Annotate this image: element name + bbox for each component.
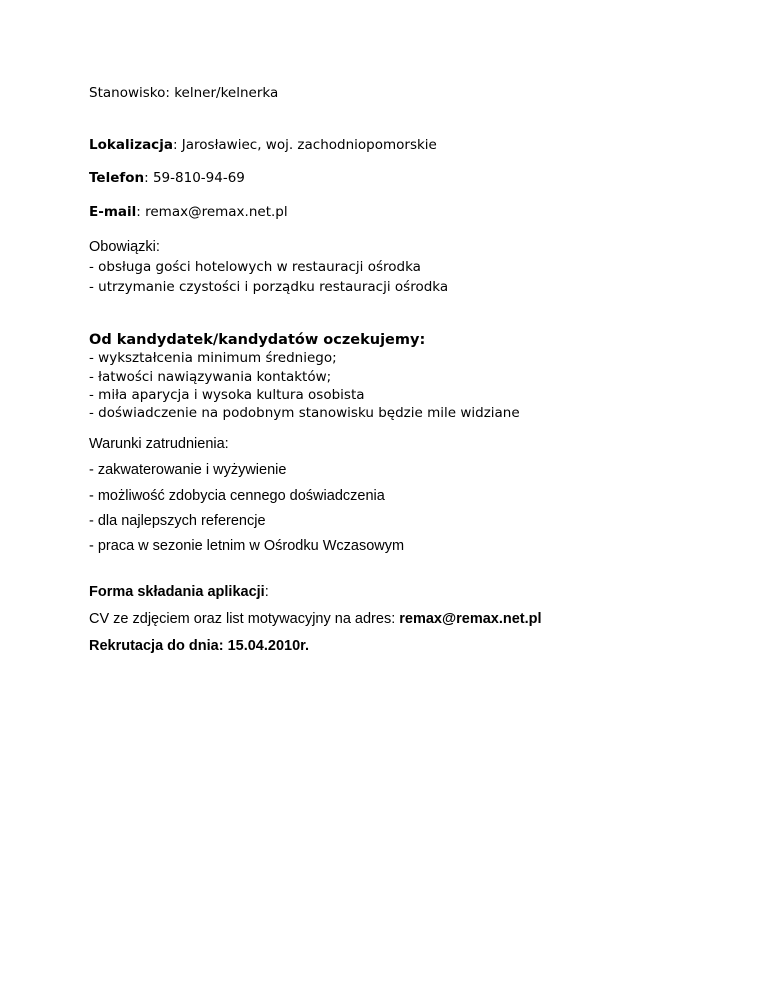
location-value: : Jarosławiec, woj. zachodniopomorskie bbox=[172, 137, 437, 153]
application-email: remax@remax.net.pl bbox=[399, 611, 542, 627]
application-heading bbox=[89, 583, 269, 601]
duties-heading-text: Obowiązki bbox=[89, 239, 156, 255]
phone-line bbox=[89, 169, 245, 187]
duties-heading-colon: : bbox=[155, 239, 160, 255]
email-value: : remax@remax.net.pl bbox=[136, 204, 288, 220]
deadline-line: Rekrutacja do dnia: 15.04.2010r. bbox=[89, 638, 310, 654]
phone-label: Telefon bbox=[89, 170, 145, 186]
duties-heading bbox=[89, 238, 160, 256]
phone-value: : 59-810-94-69 bbox=[144, 170, 245, 186]
conditions-heading: Warunki zatrudnienia: bbox=[89, 436, 229, 452]
conditions-item: - praca w sezonie letnim w Ośrodku Wczasowym bbox=[89, 538, 405, 554]
conditions-item: - zakwaterowanie i wyżywienie bbox=[89, 462, 287, 478]
email-label: E-mail bbox=[89, 204, 137, 220]
conditions-item: - dla najlepszych referencje bbox=[89, 513, 266, 529]
application-text: CV ze zdjęciem oraz list motywacyjny na adres: bbox=[89, 611, 400, 627]
requirements-item: - łatwości nawiązywania kontaktów; bbox=[89, 369, 332, 385]
position-line: Stanowisko: kelner/kelnerka bbox=[89, 85, 279, 101]
application-heading-text: Forma składania aplikacji bbox=[89, 584, 265, 600]
location-label: Lokalizacja bbox=[89, 137, 173, 153]
application-line bbox=[89, 610, 542, 628]
duties-item: - utrzymanie czystości i porządku restauracji ośrodka bbox=[89, 279, 449, 295]
duties-item: - obsługa gości hotelowych w restauracji ośrodka bbox=[89, 259, 421, 275]
requirements-heading: Od kandydatek/kandydatów oczekujemy: bbox=[89, 332, 426, 348]
conditions-item: - możliwość zdobycia cennego doświadczenia bbox=[89, 488, 385, 504]
application-heading-colon: : bbox=[264, 584, 269, 600]
email-line bbox=[89, 203, 288, 221]
requirements-item: - doświadczenie na podobnym stanowisku będzie mile widziane bbox=[89, 405, 520, 421]
location-line bbox=[89, 136, 437, 154]
requirements-item: - miła aparycja i wysoka kultura osobista bbox=[89, 387, 365, 403]
requirements-item: - wykształcenia minimum średniego; bbox=[89, 350, 337, 366]
